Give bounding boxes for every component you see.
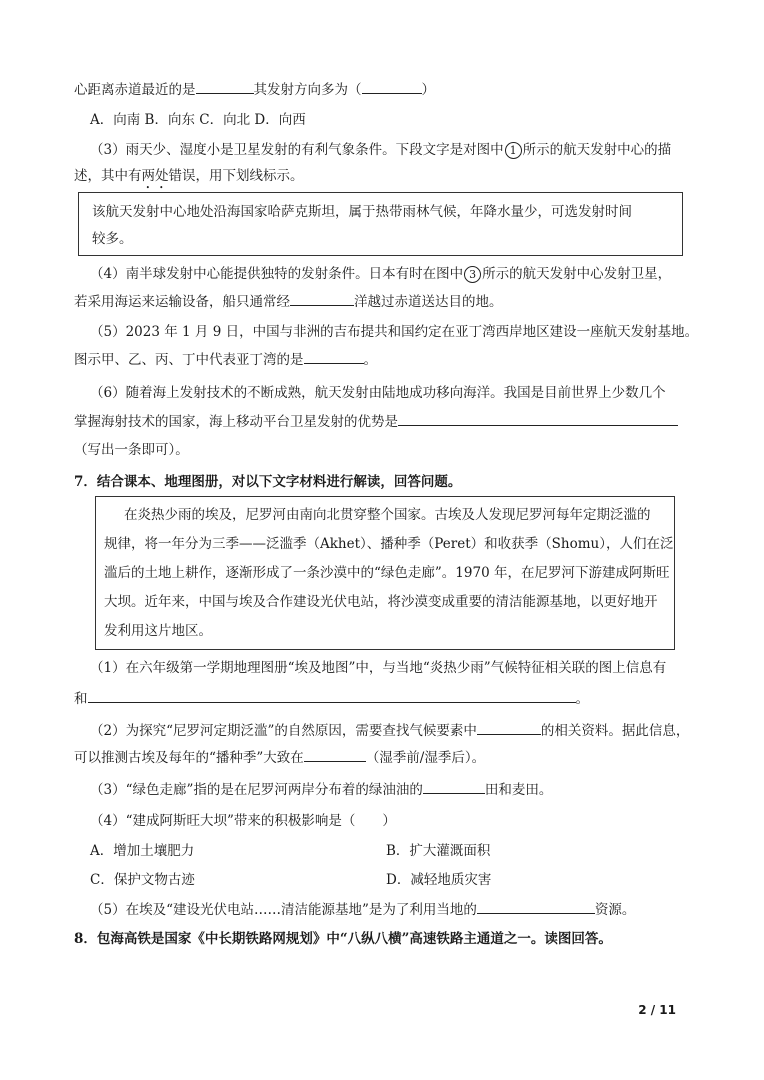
blank[interactable] [196,80,254,94]
q6-line-1: 心距离赤道最近的是 其发射方向多为（ ） [74,82,435,98]
q7-option-b[interactable]: B．扩大灌溉面积 [386,843,491,859]
emphasis-text: 两处 [141,168,169,184]
q7-p4: （4）“建成阿斯旺大坝”带来的积极影响是（ ） [90,813,396,829]
q6-text-box [78,192,683,256]
q6-options: A．向南 B．向东 C．向北 D．向西 [90,112,306,128]
blank[interactable] [477,721,541,735]
blank[interactable] [423,780,485,794]
q6-p4-line-1: （4）南半球发射中心能提供独特的发射条件。日本有时在图中 3 所示的航天发射中心发射卫星， [90,266,672,282]
q6-p6-line-3: （写出一条即可）。 [74,442,189,458]
blank[interactable] [362,80,422,94]
q7-p2-line-2: 可以推测古埃及每年的“播种季”大致在 （湿季前/湿季后）。 [74,750,486,766]
q7-option-d[interactable]: D．减轻地质灾害 [386,872,492,888]
q7-p5: （5）在埃及“建设光伏电站……清洁能源基地”是为了利用当地的 资源。 [90,902,636,918]
circled-number: 3 [464,266,481,283]
blank[interactable] [477,900,595,914]
q6-box-line-2: 较多。 [92,231,133,247]
q6-p4-line-2: 若采用海运来运输设备，船只通常经 洋越过赤道送达目的地。 [74,294,503,310]
blank[interactable] [290,292,354,306]
q7-p1-line-2: 和 。 [74,691,589,707]
blank[interactable] [88,689,576,703]
q7-p2-line-1: （2）为探究“尼罗河定期泛滥”的自然原因，需要查找气候要素中 的相关资料。据此信息， [90,723,690,739]
q7-box-line-5: 发利用这片地区。 [104,623,212,639]
q7-box-line-4: 大坝。近年来，中国与埃及合作建设光伏电站，将沙漠变成重要的清洁能源基地，以更好地开 [104,594,658,610]
q7-box-line-3: 滥后的土地上耕作，逐渐形成了一条沙漠中的“绿色走廊”。1970 年，在尼罗河下游建成阿斯旺 [104,565,670,581]
q7-box-line-1: 在炎热少雨的埃及，尼罗河由南向北贯穿整个国家。古埃及人发现尼罗河每年定期泛滥的 [124,507,651,523]
q7-p1-line-1: （1）在六年级第一学期地理图册“埃及地图”中，与当地“炎热少雨”气候特征相关联的图上信息有 [90,660,667,676]
q7-title: 7．结合课本、地理图册，对以下文字材料进行解读，回答问题。 [74,474,462,490]
q6-p6-line-2: 掌握海射技术的国家，海上移动平台卫星发射的优势是 [74,412,678,431]
blank[interactable] [398,412,678,426]
q6-box-line-1: 该航天发射中心地处沿海国家哈萨克斯坦，属于热带雨林气候，年降水量少，可选发射时间 [92,204,632,220]
q6-p5-line-2: 图示甲、乙、丙、丁中代表亚丁湾的是 。 [74,352,377,368]
q7-option-c[interactable]: C．保护文物古迹 [90,872,195,888]
q6-p3-line-2: 述，其中有两处错误，用下划线标示。 [74,168,304,184]
circled-number: 1 [505,142,522,159]
q7-p3: （3）“绿色走廊”指的是在尼罗河两岸分布着的绿油油的 田和麦田。 [90,782,553,798]
page-number: 2 / 11 [638,1003,676,1017]
q6-p3-line-1: （3）雨天少、湿度小是卫星发射的有利气象条件。下段文字是对图中 1 所示的航天发射中心的描 [90,142,672,158]
blank[interactable] [304,350,364,364]
blank[interactable] [304,748,366,762]
q7-box-line-2: 规律，将一年分为三季——泛滥季（Akhet）、播种季（Peret）和收获季（Shomu），人们在泛 [104,536,674,552]
q6-p5-line-1: （5）2023 年 1 月 9 日，中国与非洲的吉布提共和国约定在亚丁湾西岸地区建设一座航天发射基地。 [90,324,699,340]
q7-option-a[interactable]: A．增加土壤肥力 [90,843,195,859]
q8-title: 8．包海高铁是国家《中长期铁路网规划》中“八纵八横”高速铁路主通道之一。读图回答。 [74,931,612,947]
q6-p6-line-1: （6）随着海上发射技术的不断成熟，航天发射由陆地成功移向海洋。我国是目前世界上少数几个 [90,385,666,401]
